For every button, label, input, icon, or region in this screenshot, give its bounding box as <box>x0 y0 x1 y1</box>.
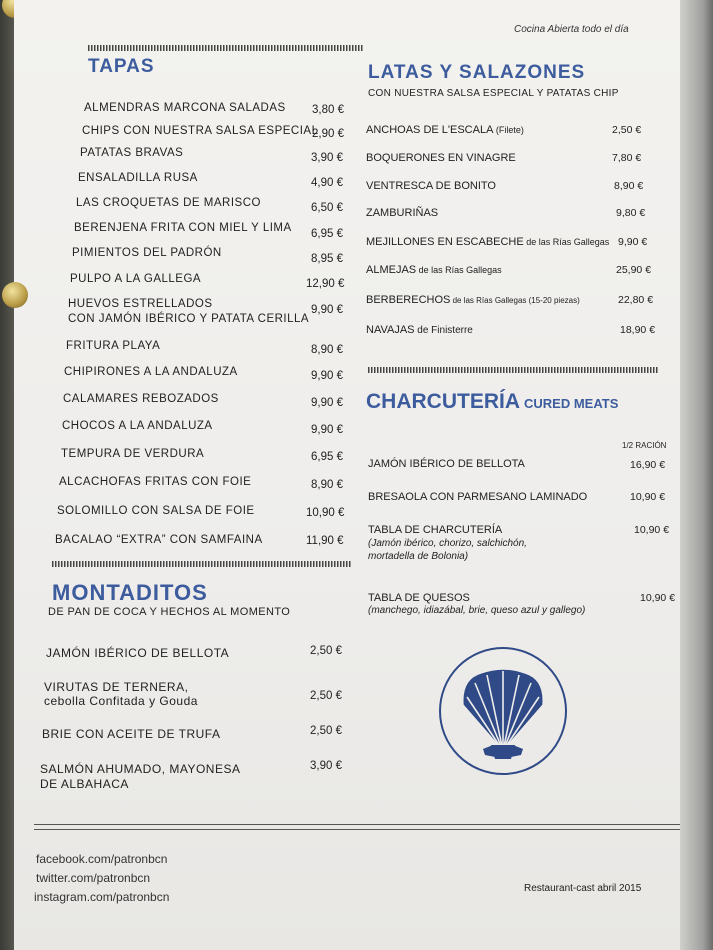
menu-item-price: 9,90 € <box>311 397 343 409</box>
kitchen-hours-note: Cocina Abierta todo el día <box>514 24 629 35</box>
menu-item-price: 7,80 € <box>612 152 642 164</box>
menu-item-price: 2,50 € <box>310 725 342 737</box>
menu-item-name: HUEVOS ESTRELLADOS <box>68 298 213 310</box>
item-title: ANCHOAS DE L'ESCALA <box>366 124 494 136</box>
menu-item-price: 22,80 € <box>618 294 654 306</box>
menu-item-price: 4,90 € <box>311 177 343 189</box>
twitter-link[interactable]: twitter.com/patronbcn <box>36 871 151 885</box>
page-edge-shadow <box>680 0 713 950</box>
menu-item-name <box>366 180 496 192</box>
menu-item-name <box>366 294 580 306</box>
menu-item-name: PIMIENTOS DEL PADRÓN <box>72 247 222 259</box>
menu-item-name: ALMENDRAS MARCONA SALADAS <box>84 102 286 114</box>
tapas-heading: TAPAS <box>88 56 155 77</box>
menu-item-price: 8,95 € <box>311 253 343 265</box>
menu-item-description: (Jamón ibérico, chorizo, salchichón, <box>368 538 527 549</box>
menu-item-name <box>366 324 473 336</box>
menu-item-price: 18,90 € <box>620 324 656 336</box>
menu-item-name: FRITURA PLAYA <box>66 340 161 352</box>
menu-item-name <box>366 207 438 219</box>
scallop-shell-graphic <box>441 649 565 773</box>
menu-item-price: 8,90 € <box>614 180 644 192</box>
item-title: ZAMBURIÑAS <box>366 207 439 219</box>
item-title: ALMEJAS <box>366 264 417 276</box>
menu-item-name: BERENJENA FRITA CON MIEL Y LIMA <box>74 222 292 234</box>
menu-item-price: 11,90 € <box>306 535 344 547</box>
menu-item-price: 8,90 € <box>311 344 343 356</box>
item-detail: de las Rías Gallegas (15-20 piezas) <box>450 296 580 305</box>
menu-item-name: VIRUTAS DE TERNERA, <box>44 680 189 694</box>
menu-item-name: PULPO A LA GALLEGA <box>70 273 202 285</box>
menu-item-price: 12,90 € <box>306 278 345 290</box>
menu-item-name: ENSALADILLA RUSA <box>78 172 198 184</box>
menu-item-name: BRESAOLA CON PARMESANO LAMINADO <box>368 491 588 503</box>
menu-item-description: mortadella de Bolonia) <box>368 551 469 562</box>
menu-item-name: BRIE CON ACEITE DE TRUFA <box>42 727 221 741</box>
menu-item-price: 9,80 € <box>616 207 646 219</box>
menu-item-name <box>366 264 502 276</box>
instagram-link[interactable]: instagram.com/patronbcn <box>34 890 170 904</box>
menu-item-price: 9,90 € <box>311 424 343 436</box>
menu-item-description: (manchego, idiazábal, brie, queso azul y gallego) <box>368 605 586 616</box>
menu-item-price: 3,90 € <box>310 760 342 772</box>
menu-item-price: 16,90 € <box>630 459 666 471</box>
menu-item-price: 9,90 € <box>311 304 343 316</box>
menu-item-price: 2,90 € <box>312 128 344 140</box>
menu-item-name: TABLA DE QUESOS <box>368 592 470 604</box>
menu-item-name: JAMÓN IBÉRICO DE BELLOTA <box>368 458 525 470</box>
menu-item-price: 3,80 € <box>312 104 344 116</box>
menu-item-name: LAS CROQUETAS DE MARISCO <box>76 197 261 209</box>
menu-item-name: CHOCOS A LA ANDALUZA <box>62 420 213 432</box>
menu-item-name: CHIPS CON NUESTRA SALSA ESPECIAL <box>82 125 319 137</box>
menu-item-price: 2,50 € <box>310 690 342 702</box>
menu-item-price: 9,90 € <box>618 236 648 248</box>
menu-item-name: CALAMARES REBOZADOS <box>63 393 219 405</box>
charcuteria-title: CHARCUTERÍA <box>366 390 520 413</box>
item-title: MEJILLONES EN ESCABECHE <box>366 236 524 248</box>
latas-subtitle: CON NUESTRA SALSA ESPECIAL Y PATATAS CHIP <box>368 88 619 99</box>
menu-item-name <box>366 236 609 248</box>
charcuteria-heading <box>366 390 618 414</box>
menu-item-name: SALMÓN AHUMADO, MAYONESA <box>40 762 241 776</box>
menu-item-price: 6,95 € <box>311 228 343 240</box>
item-detail: (Filete) <box>493 125 524 135</box>
item-title: BOQUERONES EN VINAGRE <box>366 152 516 164</box>
menu-item-price: 6,95 € <box>311 451 343 463</box>
item-title: VENTRESCA DE BONITO <box>366 180 496 192</box>
menu-item-name <box>366 124 524 136</box>
menu-item-price: 6,50 € <box>311 202 343 214</box>
menu-item-name: JAMÓN IBÉRICO DE BELLOTA <box>46 646 230 660</box>
menu-item-name: CHIPIRONES A LA ANDALUZA <box>64 366 238 378</box>
item-title: BERBERECHOS <box>366 294 451 306</box>
charcuteria-title-suffix: CURED MEATS <box>524 396 619 411</box>
menu-item-price: 10,90 € <box>630 491 666 503</box>
menu-item-name: SOLOMILLO CON SALSA DE FOIE <box>57 505 255 517</box>
menu-item-detail: cebolla Confitada y Gouda <box>44 694 198 708</box>
footer-note: Restaurant-cast abril 2015 <box>524 883 642 894</box>
menu-item-name: TABLA DE CHARCUTERÍA <box>368 524 503 536</box>
menu-item-detail: CON JAMÓN IBÉRICO Y PATATA CERILLA <box>68 313 310 325</box>
footer-rule-top <box>34 824 694 825</box>
half-portion-label: 1/2 RACIÓN <box>622 441 667 450</box>
item-detail: de las Rías Gallegas <box>523 237 610 247</box>
menu-item-price: 2,50 € <box>612 124 642 136</box>
divider-dotted <box>88 45 364 51</box>
latas-heading: LATAS Y SALAZONES <box>368 62 586 83</box>
menu-item-name: BACALAO “EXTRA” CON SAMFAINA <box>55 534 263 546</box>
menu-item-price: 25,90 € <box>616 264 652 276</box>
menu-page <box>14 0 700 950</box>
menu-item-price: 2,50 € <box>310 645 342 657</box>
menu-item-price: 10,90 € <box>640 592 676 604</box>
scallop-shell-icon <box>439 647 567 775</box>
facebook-link[interactable]: facebook.com/patronbcn <box>36 852 168 866</box>
item-title: NAVAJAS <box>366 324 415 336</box>
menu-item-price: 10,90 € <box>634 524 670 536</box>
menu-item-price: 8,90 € <box>311 479 343 491</box>
menu-item-name: PATATAS BRAVAS <box>80 147 184 159</box>
footer-rule-bottom <box>34 829 694 830</box>
menu-item-detail: DE ALBAHACA <box>40 777 129 791</box>
item-detail: de Finisterre <box>414 325 473 336</box>
menu-item-name <box>366 152 516 164</box>
montaditos-subtitle: DE PAN DE COCA Y HECHOS AL MOMENTO <box>48 606 291 618</box>
divider-dotted <box>52 561 352 567</box>
item-detail: de las Rías Gallegas <box>416 265 502 275</box>
menu-item-price: 9,90 € <box>311 370 343 382</box>
binder-ring-middle <box>2 282 28 308</box>
divider-dotted <box>368 367 658 373</box>
menu-item-price: 10,90 € <box>306 507 345 519</box>
menu-item-name: ALCACHOFAS FRITAS CON FOIE <box>59 476 252 488</box>
menu-item-price: 3,90 € <box>311 152 343 164</box>
montaditos-heading: MONTADITOS <box>52 580 208 605</box>
menu-item-name: TEMPURA DE VERDURA <box>61 448 205 460</box>
